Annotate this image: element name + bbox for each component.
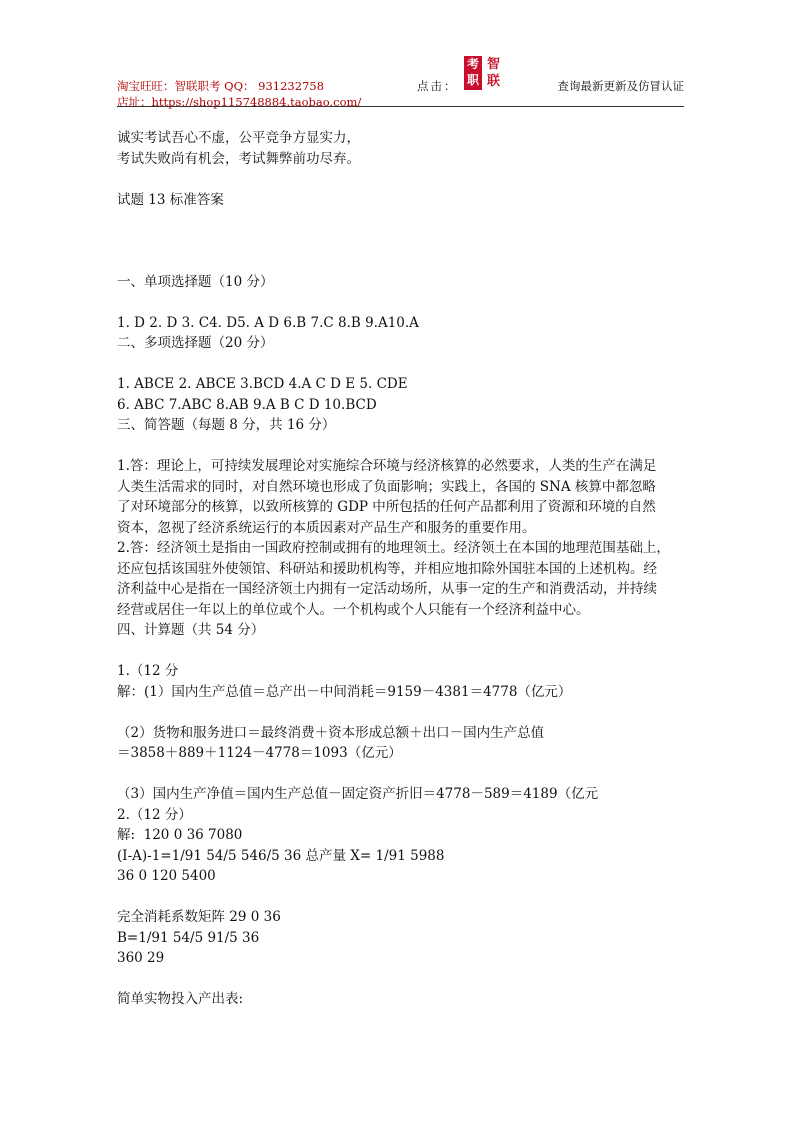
answer-line: （3）国内生产净值＝国内生产总值－固定资产折旧＝4778－589＝4189（亿元 [117, 786, 599, 802]
motto-line: 诚实考试吾心不虚，公平竞争方显实力， [117, 130, 360, 146]
logo-right-text: 智联 [486, 57, 500, 89]
brand-logo[interactable] [464, 56, 504, 90]
answer-line: 360 29 [117, 950, 165, 966]
answer-line: ＝3858＋889＋1124－4778＝1093（亿元） [117, 745, 402, 761]
answer-line: 1. D 2. D 3. C4. D5. A D 6.B 7.C 8.B 9.A10.A [117, 314, 419, 331]
answer-line: 解: 120 0 36 7080 [117, 827, 243, 843]
answer-line: 经营或居住一年以上的单位或个人。一个机构或个人只能有一个经济利益中心。 [117, 601, 590, 618]
answer-line: 资本，忽视了经济系统运行的本质因素对产品生产和服务的重要作用。 [117, 519, 536, 536]
answer-line: (I-A)-1=1/91 54/5 546/5 36 总产量 X= 1/91 5988 [117, 847, 445, 864]
answer-line: 还应包括该国驻外使领馆、科研站和援助机构等，并相应地扣除外国驻本国的上述机构。经 [117, 560, 657, 577]
answer-line: （2）货物和服务进口＝最终消费＋资本形成总额＋出口－国内生产总值 [117, 724, 545, 741]
answer-line: 1.答：理论上，可持续发展理论对实施综合环境与经济核算的必然要求，人类的生产在满足 [117, 458, 657, 474]
page-header [117, 54, 684, 110]
answer-line: 2.（12 分） [117, 806, 192, 823]
answer-line: 2.答：经济领土是指由一国政府控制或拥有的地理领土。经济领土在本国的地理范围基础上， [117, 540, 670, 556]
answer-line: B=1/91 54/5 91/5 36 [117, 929, 260, 946]
section-heading: 二、多项选择题（20 分） [117, 335, 274, 351]
verify-link[interactable]: 查询最新更新及仿冒认证 [557, 79, 684, 93]
answer-line: 了对环境部分的核算，以致所核算的 GDP 中所包括的任何产品都利用了资源和环境的自然 [117, 499, 656, 515]
header-divider [117, 106, 684, 107]
click-label: 点击： [417, 79, 458, 93]
answer-line: 6. ABC 7.ABC 8.AB 9.A B C D 10.BCD [117, 396, 377, 413]
answer-line: 简单实物投入产出表: [117, 991, 244, 1007]
answer-line: 1. ABCE 2. ABCE 3.BCD 4.A C D E 5. CDE [117, 376, 408, 392]
answer-line: 济利益中心是指在一国经济领土内拥有一定活动场所，从事一定的生产和消费活动，并持续 [117, 581, 657, 597]
motto-line: 考试失败尚有机会，考试舞弊前功尽弃。 [117, 150, 360, 167]
shop-url-link[interactable]: 店址：https://shop115748884.taobao.com/ [117, 95, 362, 109]
answer-line: 1.（12 分 [117, 663, 179, 679]
answer-line: 人类生活需求的同时，对自然环境也形成了负面影响；实践上，各国的 SNA 核算中都忽略 [117, 478, 656, 495]
logo-left-text: 考职 [464, 56, 482, 90]
answer-line: 36 0 120 5400 [117, 868, 216, 884]
answer-line: 解：(1）国内生产总值＝总产出－中间消耗＝9159－4381＝4778（亿元） [117, 683, 572, 700]
doc-title: 试题 13 标准答案 [117, 191, 224, 208]
section-heading: 四、计算题（共 54 分） [117, 622, 265, 638]
section-heading: 一、单项选择题（10 分） [117, 273, 274, 290]
document-body [117, 128, 687, 1010]
answer-line: 完全消耗系数矩阵 29 0 36 [117, 909, 281, 925]
shop-contact: 淘宝旺旺：智联职考 QQ： 931232758 [117, 79, 325, 93]
section-heading: 三、简答题（每题 8 分，共 16 分） [117, 417, 336, 433]
